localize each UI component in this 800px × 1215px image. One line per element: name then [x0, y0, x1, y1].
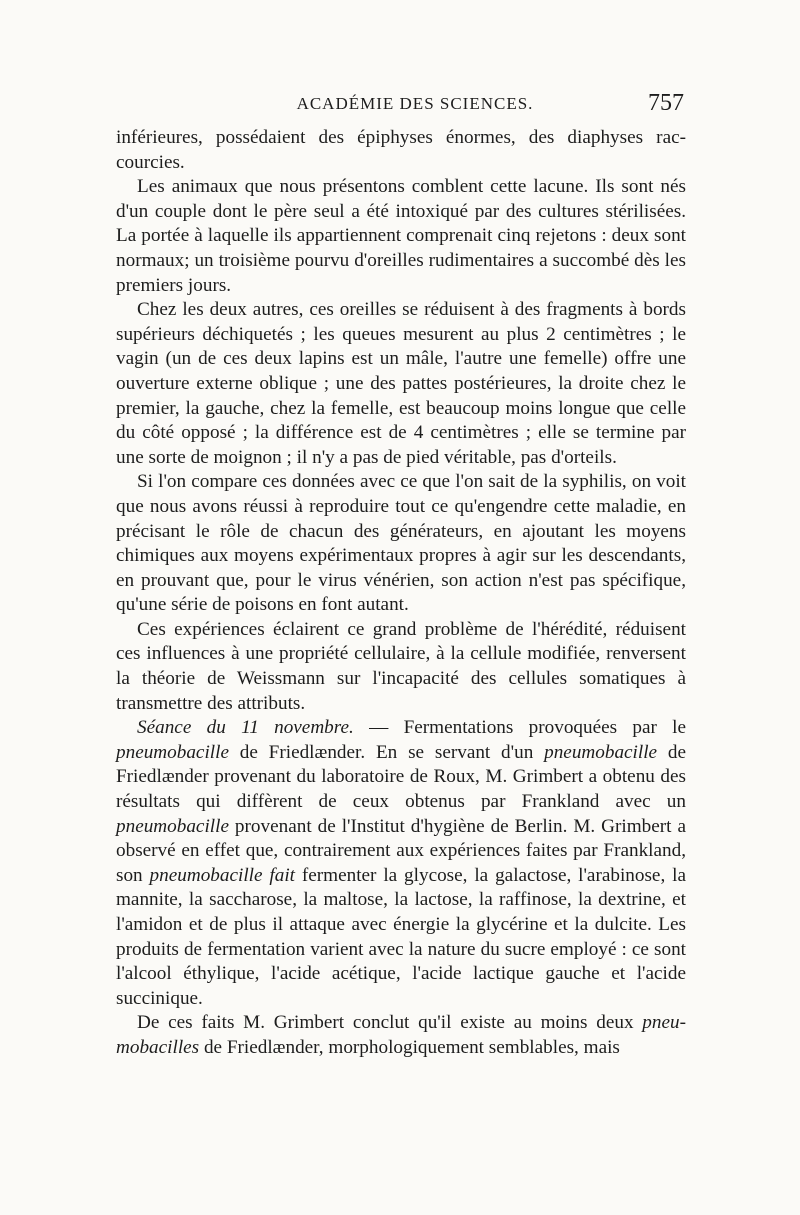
- page-number: 757: [648, 90, 684, 116]
- body-text: [116, 126, 686, 1061]
- text-run: inférieures, possédaient des épiphyses énormes, des diaphyses raccourcies.: [116, 127, 686, 173]
- text-run: de Friedlænder. En se servant d'un: [228, 741, 545, 763]
- text-run: fermenter la glycose, la galactose, l'arabinose, la mannite, la saccharose, la maltose, la lactose, la raffinose, la dextrine, et l'amidon et de plus il attaque avec énergie la glycérine et la dulcite. Les produits de fermentation varient avec la nature du sucre employé : ce sont l'alcool éthylique, l'acide acétique, l'acide lactique gauche et l'acide succinique.: [116, 864, 686, 1009]
- text-run: Ces expériences éclairent ce grand problème de l'hérédité, réduisent ces influences à une propriété cellulaire, à la cellule modifiée, renversent la théorie de Weissmann sur l'incapacité des cellules somatiques à transmettre des attributs.: [116, 618, 686, 714]
- running-head: ACADÉMIE DES SCIENCES.: [296, 94, 534, 113]
- text-run: Si l'on compare ces données avec ce que l'on sait de la syphilis, on voit que nous avons réussi à reproduire tout ce qu'engendre cette maladie, en précisant le rôle de chacun des générateurs, en ajoutant les moyens chimiques aux moyens expérimentaux propres à agir sur les descendants, en prouvant que, pour le virus vénérien, son action n'est pas spécifique, qu'une série de poisons en font autant.: [116, 471, 686, 616]
- paragraph: [116, 618, 686, 716]
- italic-text: pneumobacille: [116, 815, 229, 837]
- paragraph: [116, 1011, 686, 1060]
- italic-text: pneumobacille: [116, 741, 229, 763]
- italic-text: pneumobacille: [544, 741, 658, 763]
- text-run: de Friedlænder, morphologiquement semblables, mais: [199, 1036, 620, 1058]
- paragraph: [116, 175, 686, 298]
- italic-text: pneumobacille fait: [149, 864, 295, 886]
- page-header: [116, 92, 686, 126]
- text-run: De ces faits M. Grimbert conclut qu'il existe au moins deux: [137, 1012, 643, 1034]
- italic-text: pneumobacilles: [116, 1012, 686, 1058]
- paragraph: [116, 716, 686, 1011]
- text-run: Les animaux que nous présentons comblent cette lacune. Ils sont nés d'un couple dont le père seul a été intoxiqué par des cultures stérilisées. La portée à laquelle ils appartiennent comprenait cinq rejetons : deux sont normaux; un troisième pourvu d'oreilles rudimentaires a succombé dès les premiers jours.: [116, 176, 686, 296]
- paragraph: [116, 298, 686, 470]
- document-page: [116, 92, 686, 1061]
- text-run: de Friedlænder provenant du laboratoire de Roux, M. Grimbert a obtenu des résultats qui diffèrent de ceux obtenus par Frankland avec un: [116, 741, 686, 813]
- text-run: — Fermentations provoquées par le: [353, 717, 686, 739]
- text-run: provenant de l'Institut d'hygiène de Berlin. M. Grimbert a observé en effet que, contrairement aux expériences faites par Frankland, son: [116, 815, 686, 886]
- paragraph: [116, 470, 686, 618]
- italic-text: Séance du 11 novembre.: [137, 717, 354, 739]
- paragraph: [116, 126, 686, 175]
- text-run: Chez les deux autres, ces oreilles se réduisent à des fragments à bords supérieurs déchiquetés ; les queues mesurent au plus 2 centimètres ; le vagin (un de ces deux lapins est un mâle, l'autre une femelle) offre une ouverture externe oblique ; une des pattes postérieures, la droite chez le premier, la gauche, chez la femelle, est beaucoup moins longue que celle du côté opposé ; la différence est de 4 centimètres ; elle se termine par une sorte de moignon ; il n'y a pas de pied véritable, pas d'orteils.: [116, 299, 686, 468]
